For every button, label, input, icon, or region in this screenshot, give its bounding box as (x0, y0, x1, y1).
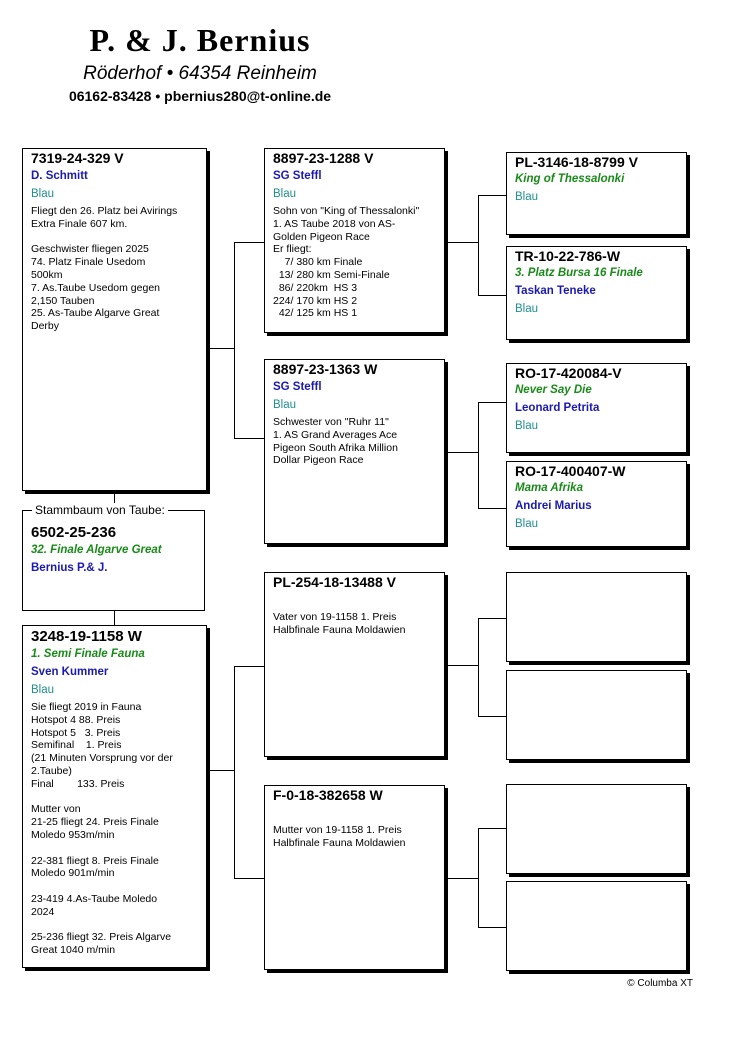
father-info: Fliegt den 26. Platz bei Avirings Extra Finale 607 km. Geschwister fliegen 2025 74. Platz Finale Usedom 500km 7. As.Taube Usedom gegen 2,150 Tauben 25. As-Taube Algarve Great Derby (31, 205, 178, 333)
connector-line (234, 878, 264, 879)
father-owner: D. Schmitt (31, 170, 88, 182)
connector-line (478, 618, 506, 619)
mother-mother-ring: F-0-18-382658 W (273, 787, 383, 803)
connector-line (478, 295, 506, 296)
fmm-color: Blau (515, 518, 539, 530)
mother-owner: Sven Kummer (31, 666, 109, 678)
connector-line (478, 402, 479, 508)
father-color: Blau (31, 188, 55, 200)
connector-line (445, 665, 478, 666)
ffm-achievement: 3. Platz Bursa 16 Finale (515, 267, 643, 279)
fmm-ring: RO-17-400407-W (515, 463, 626, 479)
subject-ring: 6502-25-236 (31, 524, 117, 541)
connector-line (234, 438, 264, 439)
fff-card (506, 152, 687, 235)
mother-ring: 3248-19-1158 W (31, 628, 142, 645)
subject-owner: Bernius P.& J. (31, 562, 108, 574)
mother-info: Sie fliegt 2019 in Fauna Hotspot 4 88. Preis Hotspot 5 3. Preis Semifinal 1. Preis (21 Minuten Vorsprung vor der 2.Taube) Final 133. Preis Mutter von 21-25 fliegt 24. Preis Finale Moledo 953m/min 22-381 fliegt 8. Preis Finale Moledo 901m/min 23-419 4.As-Taube Moledo 2024 25-236 fliegt 32. Preis Algarve Great 1040 m/min (31, 701, 173, 957)
subject-card (31, 523, 162, 577)
ffm-ring: TR-10-22-786-W (515, 248, 621, 264)
connector-line (234, 242, 235, 438)
ffm-color: Blau (515, 303, 539, 315)
mother-color: Blau (31, 684, 55, 696)
connector-line (478, 508, 506, 509)
connector-line (478, 927, 506, 928)
connector-line (478, 618, 479, 716)
father-father-card (264, 148, 445, 333)
father-mother-color: Blau (273, 399, 297, 411)
mother-father-card (264, 572, 445, 757)
father-father-ring: 8897-23-1288 V (273, 150, 374, 166)
connector-line (445, 878, 478, 879)
father-mother-card (264, 359, 445, 544)
connector-line (478, 828, 506, 829)
breeder-contact: 06162-83428 • pbernius280@t-online.de (68, 88, 332, 104)
ffm-card (506, 246, 687, 340)
fmf-achievement: Never Say Die (515, 384, 592, 396)
breeder-address: Röderhof • 64354 Reinheim (83, 63, 317, 84)
connector-line (234, 666, 235, 878)
mother-father-ring: PL-254-18-13488 V (273, 574, 396, 590)
connector-line (478, 828, 479, 927)
subject-achievement: 32. Finale Algarve Great (31, 544, 162, 556)
fmm-owner: Andrei Marius (515, 500, 592, 512)
mmf-card-empty (506, 784, 687, 874)
subject-label: Stammbaum von Taube: (32, 503, 168, 517)
ffm-owner: Taskan Teneke (515, 285, 596, 297)
mother-mother-card (264, 785, 445, 970)
connector-line (478, 402, 506, 403)
father-father-info: Sohn von "King of Thessalonki" 1. AS Taube 2018 von AS- Golden Pigeon Race Er fliegt: 7/ 380 km Finale 13/ 280 km Semi-Finale 86/ 220km HS 3 224/ 170 km HS 2 42/ 125 km HS 1 (273, 205, 420, 320)
father-father-owner: SG Steffl (273, 170, 322, 182)
fmf-card (506, 363, 687, 453)
mother-father-info: Vater von 19-1158 1. Preis Halbfinale Fauna Moldawien (273, 611, 406, 636)
connector-line (478, 195, 479, 295)
connector-line (234, 242, 264, 243)
father-mother-owner: SG Steffl (273, 381, 322, 393)
father-father-color: Blau (273, 188, 297, 200)
mff-card-empty (506, 572, 687, 662)
mfm-card-empty (506, 670, 687, 760)
connector-line (478, 195, 506, 196)
fmf-color: Blau (515, 420, 539, 432)
father-ring: 7319-24-329 V (31, 150, 124, 166)
fff-achievement: King of Thessalonki (515, 173, 625, 185)
connector-line (234, 666, 264, 667)
father-mother-ring: 8897-23-1363 W (273, 361, 378, 377)
fmm-card (506, 461, 687, 547)
connector-line (207, 348, 234, 349)
connector-line (207, 770, 234, 771)
breeder-name: P. & J. Bernius (89, 22, 311, 58)
mother-achievement: 1. Semi Finale Fauna (31, 648, 145, 660)
fmf-owner: Leonard Petrita (515, 402, 600, 414)
connector-line (478, 716, 506, 717)
fff-ring: PL-3146-18-8799 V (515, 154, 638, 170)
copyright: © Columba XT (627, 978, 693, 989)
mother-mother-info: Mutter von 19-1158 1. Preis Halbfinale Fauna Moldawien (273, 824, 406, 849)
mother-card (22, 625, 207, 968)
father-mother-info: Schwester von "Ruhr 11" 1. AS Grand Averages Ace Pigeon South Afrika Million Dollar Pigeon Race (273, 416, 398, 467)
fmf-ring: RO-17-420084-V (515, 365, 622, 381)
connector-line (445, 452, 478, 453)
fff-color: Blau (515, 191, 539, 203)
fmm-achievement: Mama Afrika (515, 482, 583, 494)
mmm-card-empty (506, 881, 687, 971)
connector-line (445, 242, 478, 243)
connector-line (114, 611, 115, 625)
father-card (22, 148, 207, 491)
